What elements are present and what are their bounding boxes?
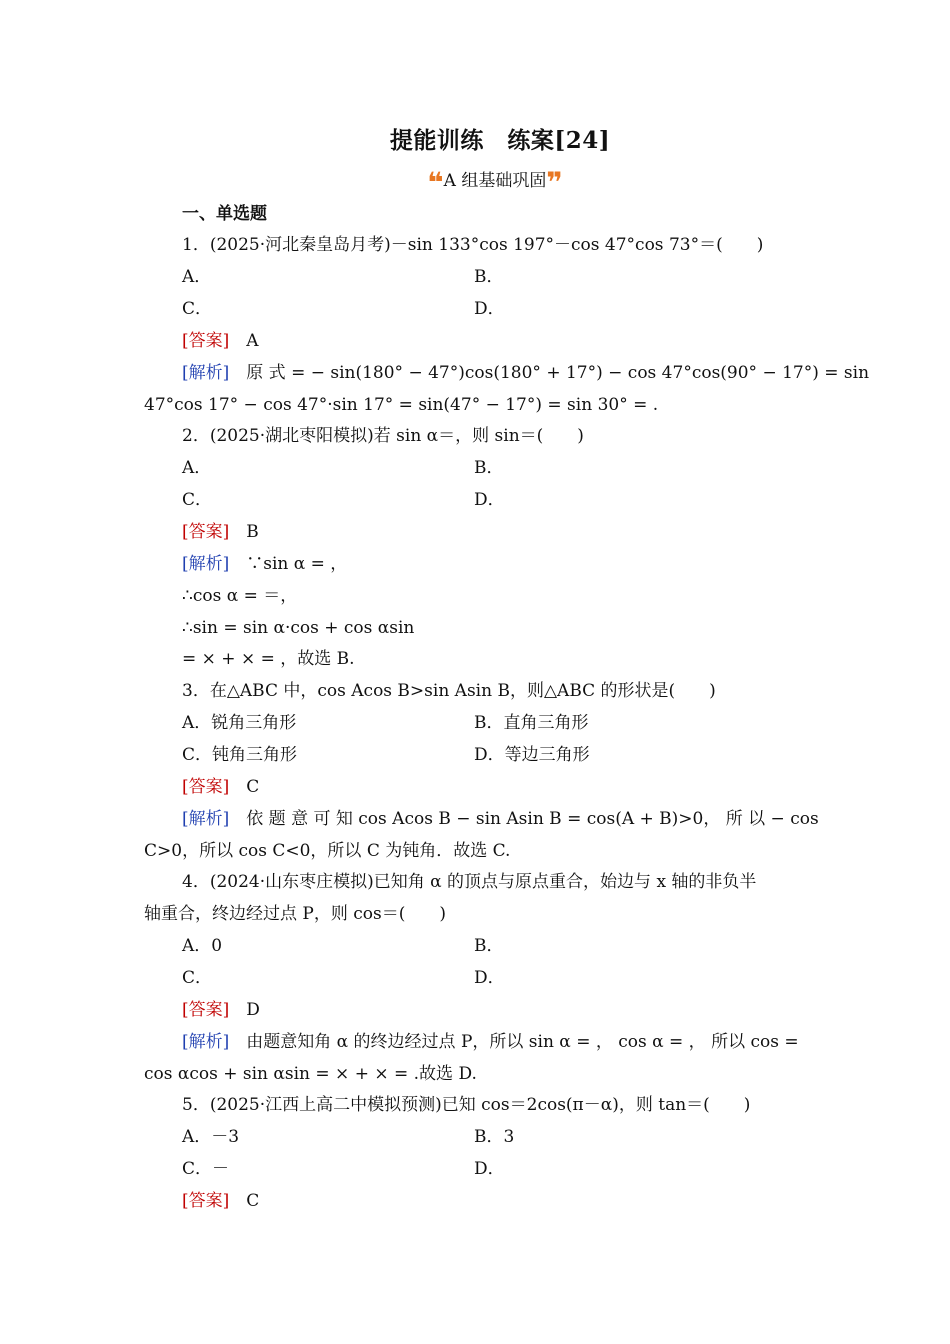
q4-analysis-line-1	[182, 1030, 799, 1054]
q5-option-a: A．－3	[182, 1127, 240, 1147]
analysis-tag: [解析]	[182, 363, 230, 383]
q2-answer	[182, 520, 259, 544]
analysis-tag: [解析]	[182, 554, 230, 574]
q1-option-c: C．	[182, 299, 213, 319]
left-quote-icon: ❝	[427, 166, 444, 199]
q1-analysis-line-2: 47°cos 17° − cos 47°·sin 17° = sin(47° − 17°) = sin 30° = .	[144, 395, 659, 415]
group-heading	[0, 166, 950, 199]
q4-analysis-text-1: 由题意知角 α 的终边经过点 P，所以 sin α = ， cos α = ， 所以 cos =	[246, 1032, 799, 1052]
q5-option-b: B．3	[474, 1127, 515, 1147]
q3-analysis-line-1	[182, 807, 819, 831]
q3-analysis-text-1: 依 题 意 可 知 cos Acos B − sin Asin B = cos(A + B)>0， 所 以 − cos	[246, 809, 819, 829]
answer-tag: [答案]	[182, 1191, 230, 1211]
q1-analysis-line-1	[182, 361, 869, 385]
q3-option-a: A．锐角三角形	[182, 713, 297, 733]
question-4-stem-line-2: 轴重合，终边经过点 P，则 cos＝( )	[144, 904, 446, 924]
q2-analysis-text-1: ∵sin α = ，	[246, 554, 348, 574]
q3-answer-value: C	[246, 777, 260, 797]
q3-option-d: D．等边三角形	[474, 745, 590, 765]
q1-option-d: D．	[474, 299, 505, 319]
page-title: 提能训练 练案[24]	[389, 127, 611, 154]
question-2-stem: 2．(2025·湖北枣阳模拟)若 sin α＝，则 sin＝( )	[182, 426, 584, 446]
q3-answer	[182, 775, 259, 799]
q1-answer	[182, 329, 259, 353]
q2-answer-value: B	[246, 522, 259, 542]
question-5-stem: 5．(2025·江西上高二中模拟预测)已知 cos＝2cos(π－α)，则 tan＝( )	[182, 1095, 751, 1115]
q2-option-c: C．	[182, 490, 213, 510]
q2-option-b: B．	[474, 458, 504, 478]
q1-analysis-text-1: 原 式 = − sin(180° − 47°)cos(180° + 17°) − cos 47°cos(90° − 17°) = sin	[246, 363, 870, 383]
q5-option-c: C．－	[182, 1159, 230, 1179]
q2-analysis-line-1	[182, 552, 347, 576]
question-4-stem-line-1: 4．(2024·山东枣庄模拟)已知角 α 的顶点与原点重合，始边与 x 轴的非负半	[182, 872, 757, 892]
q5-answer-value: C	[246, 1191, 260, 1211]
analysis-tag: [解析]	[182, 809, 230, 829]
q1-option-b: B．	[474, 267, 504, 287]
q5-answer	[182, 1189, 259, 1213]
q4-answer-value: D	[246, 1000, 260, 1020]
q4-option-a: A．0	[182, 936, 223, 956]
q4-option-c: C．	[182, 968, 213, 988]
q2-analysis-line-3: ∴sin = sin α·cos + cos αsin	[182, 618, 415, 638]
q1-answer-value: A	[246, 331, 259, 351]
q2-analysis-line-2: ∴cos α = ＝，	[182, 586, 298, 606]
q1-option-a: A．	[182, 267, 212, 287]
analysis-tag: [解析]	[182, 1032, 230, 1052]
q3-analysis-line-2: C>0，所以 cos C<0，所以 C 为钝角．故选 C.	[144, 841, 511, 861]
q4-option-d: D．	[474, 968, 505, 988]
group-label: A 组基础巩固	[443, 171, 547, 191]
answer-tag: [答案]	[182, 331, 230, 351]
q2-option-d: D．	[474, 490, 505, 510]
q4-option-b: B．	[474, 936, 504, 956]
section-heading: 一、单选题	[182, 204, 267, 224]
question-1-stem: 1．(2025·河北秦皇岛月考)－sin 133°cos 197°－cos 47°cos 73°＝( )	[182, 235, 764, 255]
q3-option-b: B．直角三角形	[474, 713, 589, 733]
q2-option-a: A．	[182, 458, 212, 478]
question-3-stem: 3．在△ABC 中，cos Acos B>sin Asin B，则△ABC 的形状是( )	[182, 681, 716, 701]
answer-tag: [答案]	[182, 777, 230, 797]
answer-tag: [答案]	[182, 1000, 230, 1020]
answer-tag: [答案]	[182, 522, 230, 542]
q2-analysis-line-4: = × + × = ，故选 B.	[182, 649, 355, 669]
right-quote-icon: ❞	[546, 166, 563, 199]
q3-option-c: C．钝角三角形	[182, 745, 298, 765]
q4-answer	[182, 998, 260, 1022]
q4-analysis-line-2: cos αcos + sin αsin = × + × = .故选 D.	[144, 1064, 477, 1084]
q5-option-d: D．	[474, 1159, 505, 1179]
